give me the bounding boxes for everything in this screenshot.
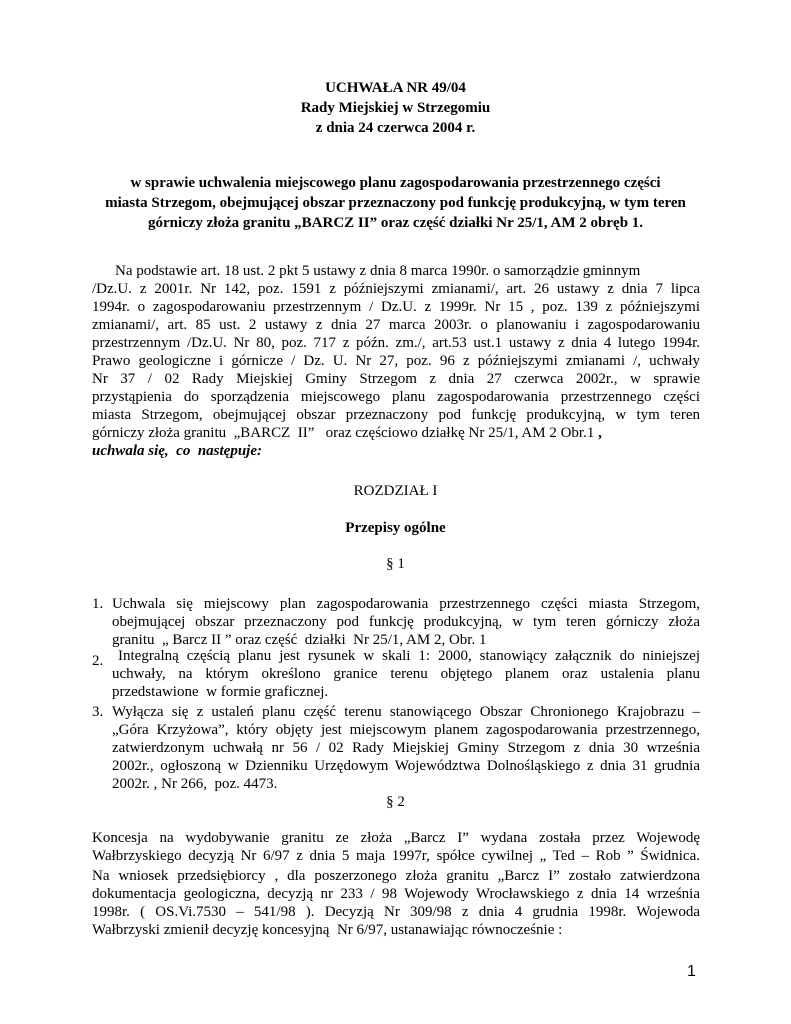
list-number: 3.	[92, 704, 104, 720]
paragraph-line: Wałbrzyski zmienił decyzję koncesyjną Nr 6/97, ustanawiając równocześnie :	[92, 922, 563, 938]
preamble-line: miasta Strzegom, obejmującej obszar przeznaczony pod funkcję produkcyjną, w tym teren	[92, 407, 700, 423]
list-item-line: Integralną częścią planu jest rysunek w skali 1: 2000, stanowiący załącznik do niniejszej	[118, 648, 700, 664]
paragraph-line: Na wniosek przedsiębiorcy , dla poszerzonego złoża granitu „Barcz I” zostało zatwierdzona	[92, 868, 700, 884]
preamble-line: górniczy złoża granitu „BARCZ II” oraz częściowo działkę Nr 25/1, AM 2 Obr.1	[92, 425, 595, 441]
resolution-date: z dnia 24 czerwca 2004 r.	[315, 120, 476, 136]
preamble-line: Na podstawie art. 18 ust. 2 pkt 5 ustawy z dnia 8 marca 1990r. o samorządzie gminnym	[115, 263, 641, 279]
list-item-line: „Góra Krzyżowa”, który objęty jest miejscowym planem zagospodarowania przestrzennego,	[112, 722, 700, 738]
subject-line: w sprawie uchwalenia miejscowego planu zagospodarowania przestrzennego części	[130, 175, 661, 191]
list-item-line: granitu „ Barcz II ” oraz część działki Nr 25/1, AM 2, Obr. 1	[112, 632, 487, 648]
list-number: 2.	[92, 653, 104, 669]
page-number: 1	[687, 963, 696, 980]
document-header	[0, 78, 791, 138]
council-name: Rady Miejskiej w Strzegomiu	[300, 100, 491, 116]
list-item-line: uchwały, na którym określono granice terenu objętego planem oraz ustalenia planu	[112, 666, 700, 682]
preamble-line: Prawo geologiczne i górnicze / Dz. U. Nr 27, poz. 96 z późniejszymi zmianami /, uchwały	[92, 353, 700, 369]
paragraph-line: Wałbrzyskiego decyzją Nr 6/97 z dnia 5 maja 1997r, spółce cywilnej „ Ted – Rob ” Świdnica.	[92, 848, 700, 864]
list-item-line: Uchwala się miejscowy plan zagospodarowania przestrzennego części miasta Strzegom,	[112, 596, 700, 612]
chapter-title: ROZDZIAŁ I	[353, 483, 438, 499]
section-mark: § 1	[386, 556, 405, 572]
preamble-line: zmianami/, art. 85 ust. 2 ustawy z dnia 27 marca 2003r. o planowaniu i zagospodarowaniu	[92, 317, 700, 333]
subject-line: miasta Strzegom, obejmującej obszar przeznaczony pod funkcję produkcyjną, w tym teren	[105, 195, 686, 211]
preamble-comma: ,	[594, 425, 602, 441]
section-mark: § 2	[386, 794, 405, 810]
preamble-line: przystąpienia do sporządzenia miejscowego planu zagospodarowania przestrzennego części	[92, 389, 700, 405]
preamble-line: przestrzennym /Dz.U. Nr 80, poz. 717 z późn. zm./, art.53 ust.1 ustawy z dnia 4 lutego 1994r.	[92, 335, 700, 351]
paragraph-line: dokumentacja geologiczna, decyzją nr 233 / 98 Wojewody Wrocławskiego z dnia 14 września	[92, 886, 700, 902]
resolution-subject	[0, 173, 791, 233]
list-item-line: Wyłącza się z ustaleń planu część terenu stanowiącego Obszar Chronionego Krajobrazu –	[112, 704, 700, 720]
preamble-line: 1994r. o zagospodarowaniu przestrzennym / Dz.U. z 1999r. Nr 15 , poz. 139 z późniejszymi	[92, 299, 700, 315]
list-item-line: zatwierdzonym uchwałą nr 56 / 02 Rady Miejskiej Gminy Strzegom z dnia 30 września	[112, 740, 700, 756]
paragraph-line: 1998r. ( OS.Vi.7530 – 541/98 ). Decyzją Nr 309/98 z dnia 4 grudnia 1998r. Wojewoda	[92, 904, 700, 920]
list-item-line: 2002r. , Nr 266, poz. 4473.	[112, 776, 278, 792]
list-number: 1.	[92, 596, 104, 612]
preamble-line: /Dz.U. z 2001r. Nr 142, poz. 1591 z późniejszymi zmianami/, art. 26 ustawy z dnia 7 lipca	[92, 281, 700, 297]
list-item-line: 2002r., ogłoszoną w Dzienniku Urzędowym Województwa Dolnośląskiego z dnia 31 grudnia	[112, 758, 700, 774]
subject-line: górniczy złoża granitu „BARCZ II” oraz część działki Nr 25/1, AM 2 obręb 1.	[147, 215, 644, 231]
paragraph-line: Koncesja na wydobywanie granitu ze złoża „Barcz I” wydana została przez Wojewodę	[92, 830, 700, 846]
preamble-line: Nr 37 / 02 Rady Miejskiej Gminy Strzegom z dnia 27 czerwca 2002r., w sprawie	[92, 371, 700, 387]
chapter-subtitle: Przepisy ogólne	[345, 520, 446, 536]
list-item-line: przedstawione w formie graficznej.	[112, 684, 329, 700]
preamble-last-line	[92, 424, 602, 442]
resolution-title: UCHWAŁA NR 49/04	[325, 80, 466, 96]
list-item-line: obejmującej obszar przeznaczony pod funkcję produkcyjną, w tym teren górniczy złoża	[112, 614, 700, 630]
resolution-clause: uchwala się, co następuje:	[92, 443, 263, 459]
